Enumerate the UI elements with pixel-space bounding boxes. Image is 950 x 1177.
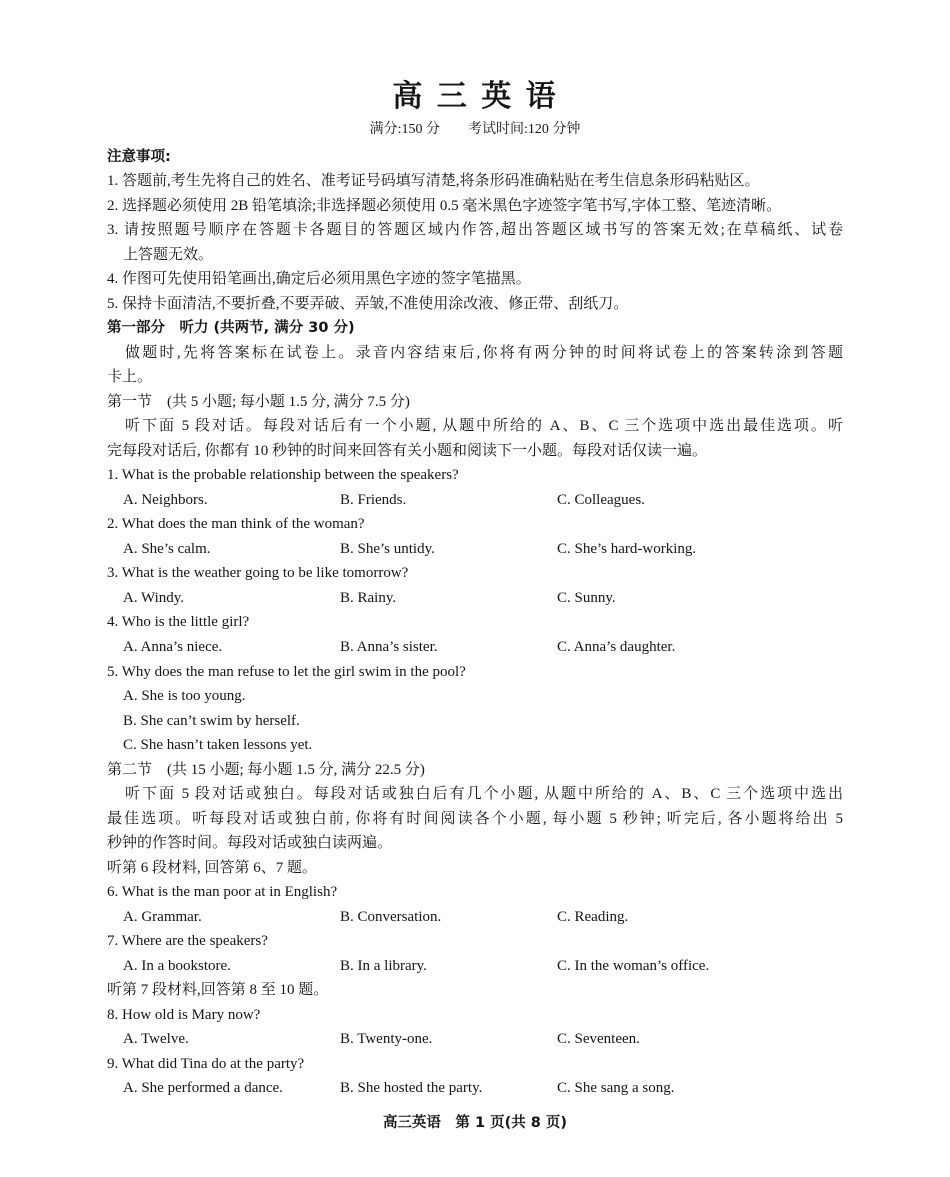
section2-directions-line-3: 秒钟的作答时间。每段对话或独白读两遍。 <box>107 835 393 852</box>
question-8-option-a: A. Twelve. <box>123 1031 189 1048</box>
question-4-option-b: B. Anna’s sister. <box>340 639 438 655</box>
question-6-options <box>107 905 843 930</box>
question-1-option-a: A. Neighbors. <box>123 491 208 508</box>
question-1-stem: 1. What is the probable relationship between the speakers? <box>107 467 459 484</box>
question-9-option-a: A. She performed a dance. <box>123 1080 283 1097</box>
question-1-options <box>107 488 843 513</box>
question-3-option-a: A. Windy. <box>123 589 185 606</box>
question-8-option-c: C. Seventeen. <box>557 1031 640 1048</box>
question-2-option-a: A. She’s calm. <box>123 540 211 557</box>
question-3-option-c: C. Sunny. <box>557 589 616 606</box>
question-7-option-a: A. In a bookstore. <box>123 957 231 974</box>
question-2-options <box>107 537 843 562</box>
material-6-intro: 听第 6 段材料, 回答第 6、7 题。 <box>107 859 318 876</box>
exam-content <box>107 145 843 1101</box>
notice-item-5: 5. 保持卡面清洁,不要折叠,不要弄破、弄皱,不准使用涂改液、修正带、刮纸刀。 <box>107 295 629 312</box>
exam-info: 满分:150 分 考试时间:120 分钟 <box>369 122 581 137</box>
question-5-option-c: C. She hasn’t taken lessons yet. <box>123 737 313 754</box>
page-footer: 高三英语 第 1 页(共 8 页) <box>382 1115 568 1131</box>
question-2-option-b: B. She’s untidy. <box>340 540 435 557</box>
question-9-option-b: B. She hosted the party. <box>340 1080 483 1097</box>
exam-title: 高 三 英 语 <box>392 79 558 114</box>
question-7-option-b: B. In a library. <box>340 957 427 974</box>
notice-heading: 注意事项: <box>107 148 171 165</box>
question-7-stem: 7. Where are the speakers? <box>107 933 268 950</box>
question-6-option-b: B. Conversation. <box>340 908 442 925</box>
section2-directions-line-2: 最佳选项。听每段对话或独白前, 你将有时间阅读各个小题, 每小题 5 秒钟; 听完后, 各小题将给出 5 <box>107 810 843 827</box>
part1-heading: 第一部分 听力 (共两节, 满分 30 分) <box>107 320 355 337</box>
question-5-option-b: B. She can’t swim by herself. <box>123 712 300 729</box>
question-4-option-a: A. Anna’s niece. <box>123 639 223 655</box>
question-5-stem: 5. Why does the man refuse to let the girl swim in the pool? <box>107 663 466 680</box>
section2-heading: 第二节 (共 15 小题; 每小题 1.5 分, 满分 22.5 分) <box>107 761 425 778</box>
question-8-option-b: B. Twenty-one. <box>340 1031 433 1048</box>
section1-directions-line-2: 完每段对话后, 你都有 10 秒钟的时间来回答有关小题和阅读下一小题。每段对话仅读一遍。 <box>107 442 708 459</box>
section1-directions-line-1: 听下面 5 段对话。每段对话后有一个小题, 从题中所给的 A、B、C 三个选项中选出最佳选项。听 <box>125 418 843 435</box>
question-7-options <box>107 954 843 979</box>
section2-directions-line-1: 听下面 5 段对话或独白。每段对话或独白后有几个小题, 从题中所给的 A、B、C 三个选项中选出 <box>125 786 843 803</box>
notice-item-2: 2. 选择题必须使用 2B 铅笔填涂;非选择题必须使用 0.5 毫米黑色字迹签字笔书写,字体工整、笔迹清晰。 <box>107 197 782 214</box>
question-3-stem: 3. What is the weather going to be like tomorrow? <box>107 565 409 582</box>
question-4-stem: 4. Who is the little girl? <box>107 614 250 631</box>
question-2-option-c: C. She’s hard-working. <box>557 540 697 557</box>
question-3-options <box>107 586 843 611</box>
section1-heading: 第一节 (共 5 小题; 每小题 1.5 分, 满分 7.5 分) <box>107 393 410 410</box>
notice-item-4: 4. 作图可先使用铅笔画出,确定后必须用黑色字迹的签字笔描黑。 <box>107 271 531 288</box>
question-5-option-a: A. She is too young. <box>123 688 246 705</box>
question-4-options <box>107 635 843 660</box>
question-9-option-c: C. She sang a song. <box>557 1080 675 1097</box>
question-9-options <box>107 1076 843 1101</box>
question-8-options <box>107 1027 843 1052</box>
question-6-stem: 6. What is the man poor at in English? <box>107 884 338 901</box>
part1-directions-line-2: 卡上。 <box>107 369 153 386</box>
question-9-stem: 9. What did Tina do at the party? <box>107 1055 305 1072</box>
question-7-option-c: C. In the woman’s office. <box>557 957 710 974</box>
question-1-option-b: B. Friends. <box>340 491 407 508</box>
question-6-option-a: A. Grammar. <box>123 908 202 925</box>
question-6-option-c: C. Reading. <box>557 908 629 925</box>
question-3-option-b: B. Rainy. <box>340 589 397 606</box>
notice-item-1: 1. 答题前,考生先将自己的姓名、准考证号码填写清楚,将条形码准确粘贴在考生信息条形码粘贴区。 <box>107 173 760 190</box>
notice-item-3-line-2: 上答题无效。 <box>123 246 214 263</box>
part1-directions-line-1: 做题时,先将答案标在试卷上。录音内容结束后,你将有两分钟的时间将试卷上的答案转涂到答题 <box>125 344 843 361</box>
question-1-option-c: C. Colleagues. <box>557 491 645 508</box>
material-7-intro: 听第 7 段材料,回答第 8 至 10 题。 <box>107 982 329 999</box>
question-4-option-c: C. Anna’s daughter. <box>557 639 676 655</box>
notice-item-3-line-1: 3. 请按照题号顺序在答题卡各题目的答题区域内作答,超出答题区域书写的答案无效;在草稿纸、试卷 <box>107 222 843 239</box>
question-2-stem: 2. What does the man think of the woman? <box>107 516 365 533</box>
question-8-stem: 8. How old is Mary now? <box>107 1006 261 1023</box>
